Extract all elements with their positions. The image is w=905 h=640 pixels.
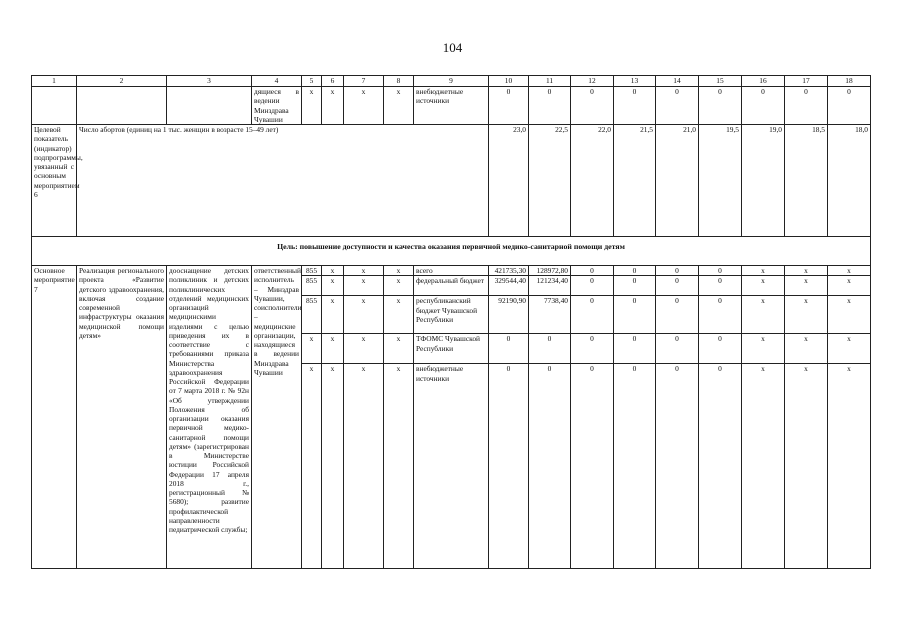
source-cell: федеральный бюджет — [414, 276, 489, 296]
header-cell: 9 — [414, 76, 489, 87]
header-cell: 10 — [489, 76, 529, 87]
header-cell: 8 — [384, 76, 414, 87]
header-cell: 13 — [614, 76, 656, 87]
executor-cell: дящиеся в ведении Минздрава Чувашии — [252, 87, 302, 125]
page-number: 104 — [442, 40, 463, 55]
source-cell: внебюджетные источники — [414, 87, 489, 125]
measure-row: x x x x внебюджетные источники 0 0 0 0 0 0 x x x — [32, 364, 871, 569]
measure-description: дооснащение детских поликлиник и детских поликлинических отделений медицинских организаций медицинскими изделиями с целью приведения их в соответствие с требованиями приказа Министерства здравоохранения Российской Федерации от 7 марта 2018 г. № 92н «Об утверждении Положения об организации оказания первичной медико-санитарной помощи детям» (зарегистрирован в Министерстве юстиции Российской Федерации 17 апреля 2018 г., регистрационный № 5680); развитие профилактической направленности педиатрической службы; — [167, 266, 252, 569]
header-cell: 15 — [699, 76, 742, 87]
header-cell: 3 — [167, 76, 252, 87]
header-cell: 11 — [529, 76, 571, 87]
header-cell: 16 — [742, 76, 785, 87]
header-cell: 7 — [344, 76, 384, 87]
source-cell: ТФОМС Чувашской Республики — [414, 334, 489, 364]
header-cell: 4 — [252, 76, 302, 87]
measure-row: Основное мероприятие 7 Реализация регионального проекта «Развитие детского здравоохранения, включая создание современной инфраструктуры оказания медицинской помощи детям» дооснащение детских поликлиник и детских поликлинических отделений медицинских организаций медицинскими изделиями с целью приведения их в соответствие с требованиями приказа Министерства здравоохранения Российской Федерации от 7 марта 2018 г. № 92н «Об утверждении Положения об организации оказания первичной медико-санитарной помощи детям» (зарегистрирован в Министерстве юстиции Российской Федерации 17 апреля 2018 г., регистрационный № 5680); развитие профилактической направленности педиатрической службы; ответственный исполнитель – Минздрав Чувашии, соисполнители – медицинские организации, находящиеся в ведении Минздрава Чувашии 855 x x x всего 421735,30 128972,80 0 0 0 0 x x x — [32, 266, 871, 276]
header-cell: 6 — [322, 76, 344, 87]
header-cell: 17 — [785, 76, 828, 87]
continuation-row: дящиеся в ведении Минздрава Чувашии x x x x внебюджетные источники 0 0 0 0 0 0 0 0 0 — [32, 87, 871, 125]
measure-row: 855 x x x республиканский бюджет Чувашской Республики 92190,90 7738,40 0 0 0 0 x x x — [32, 296, 871, 334]
measure-row: x x x x ТФОМС Чувашской Республики 0 0 0 0 0 0 x x x — [32, 334, 871, 364]
goal-row — [32, 237, 871, 266]
header-cell: 14 — [656, 76, 699, 87]
measure-label: Основное мероприятие 7 — [32, 266, 77, 569]
goal-text: Цель: повышение доступности и качества оказания первичной медико-санитарной помощи детям — [32, 237, 871, 266]
indicator-row: Целевой показатель (индикатор) подпрограммы, увязанный с основным мероприятием 6 Число абортов (единиц на 1 тыс. женщин в возрасте 15–49 лет) 23,0 22,5 22,0 21,5 21,0 19,5 19,0 18,5 18,0 — [32, 125, 871, 237]
header-cell: 12 — [571, 76, 614, 87]
measure-title: Реализация регионального проекта «Развитие детского здравоохранения, включая создание современной инфраструктуры оказания медицинской помощи детям» — [77, 266, 167, 569]
header-cell: 1 — [32, 76, 77, 87]
source-cell: республиканский бюджет Чувашской Республики — [414, 296, 489, 334]
measure-row: 855 x x x федеральный бюджет 329544,40 121234,40 0 0 0 0 x x x — [32, 276, 871, 296]
indicator-text: Число абортов (единиц на 1 тыс. женщин в возрасте 15–49 лет) — [77, 125, 489, 237]
source-cell: всего — [414, 266, 489, 276]
program-table — [31, 75, 871, 569]
source-cell: внебюджетные источники — [414, 364, 489, 569]
header-row — [32, 76, 871, 87]
header-cell: 2 — [77, 76, 167, 87]
indicator-label: Целевой показатель (индикатор) подпрограммы, увязанный с основным мероприятием 6 — [32, 125, 77, 237]
header-cell: 5 — [302, 76, 322, 87]
measure-executors: ответственный исполнитель – Минздрав Чувашии, соисполнители – медицинские организации, находящиеся в ведении Минздрава Чувашии — [252, 266, 302, 569]
header-cell: 18 — [828, 76, 871, 87]
